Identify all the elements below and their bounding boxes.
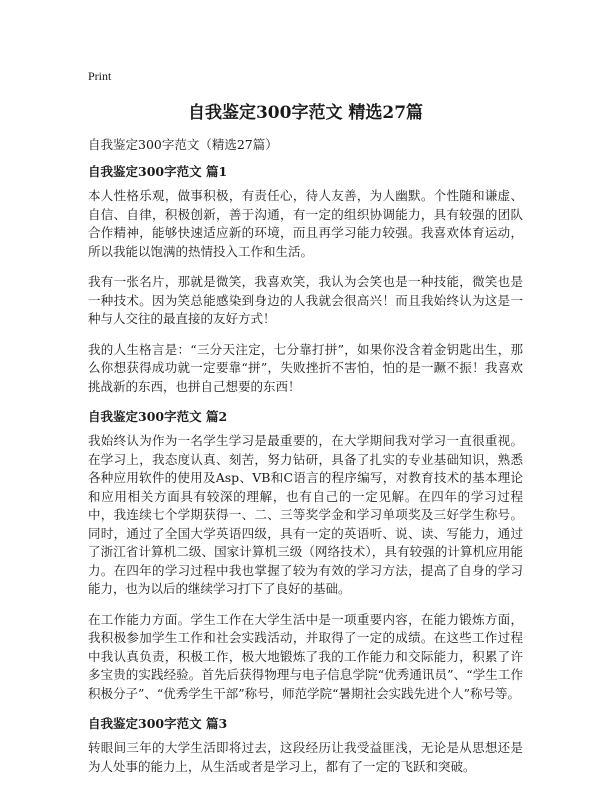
paragraph: 我有一张名片，那就是微笑，我喜欢笑，我认为会笑也是一种技能，微笑也是一种技术。因为笑总能感染到身边的人我就会很高兴！而且我始终认为这是一种与人交往的最直接的友好方式！ (88, 274, 523, 326)
print-label: Print (88, 69, 112, 83)
paragraph: 本人性格乐观，做事积极，有责任心，待人友善，为人幽默。个性随和谦虚、自信、自律，积极创新，善于沟通，有一定的组织协调能力，具有较强的团队合作精神，能够快速适应新的环境，而且再学习能力较强。我喜欢体育运动，所以我能以饱满的热情投入工作和生活。 (88, 188, 523, 259)
paragraph: 转眼间三年的大学生活即将过去，这段经历让我受益匪浅，无论是从思想还是为人处事的能力上，从生活或者是学习上，都有了一定的飞跃和突破。 (88, 740, 523, 774)
paragraph: 在工作能力方面。学生工作在大学生活中是一项重要内容，在能力锻炼方面，我积极参加学生工作和社会实践活动，并取得了一定的成绩。在这些工作过程中我认真负责，积极工作，极大地锻炼了我的工作能力和交际能力，积累了许多宝贵的实践经验。首先后获得物理与电子信息学院“优秀通讯员”、“学生工作积极分子”、“优秀学生干部”称号，师范学院“暑期社会实践先进个人”称号等。 (88, 611, 523, 701)
section-heading: 自我鉴定300字范文 篇2 (88, 409, 228, 424)
document-title: 自我鉴定300字范文 精选27篇 (187, 103, 424, 123)
paragraph: 我始终认为作为一名学生学习是最重要的，在大学期间我对学习一直很重视。在学习上，我态度认真、刻苦，努力钻研，具备了扎实的专业基础知识，熟悉各种应用软件的使用及Asp、VB和C语言的程序编写，对教育技术的基本理论和应用相关方面具有较深的理解，也有自己的一定见解。在四年的学习过程中，我连续七个学期获得一、二、三等奖学金和学习单项奖及三好学生称号。同时，通过了全国大学英语四级，具有一定的英语听、说、读、写能力，通过了浙江省计算机二级、国家计算机三级（网络技术），具有较强的计算机应用能力。在四年的学习过程中我也掌握了较为有效的学习方法，提高了自身的学习能力，也为以后的继续学习打下了良好的基础。 (88, 433, 523, 596)
section-heading: 自我鉴定300字范文 篇3 (88, 716, 228, 731)
section-2 (88, 408, 523, 703)
section-3 (88, 715, 523, 776)
document-page (88, 68, 523, 788)
section-heading: 自我鉴定300字范文 篇1 (88, 164, 228, 179)
section-1 (88, 163, 523, 396)
document-subtitle: 自我鉴定300字范文（精选27篇） (88, 137, 278, 152)
paragraph: 我的人生格言是：“三分天注定，七分靠打拼”，如果你没含着金钥匙出生，那么你想获得成功就一定要靠“拼”，失败挫折不害怕，怕的是一蹶不振！我喜欢挑战新的东西，也拼自己想要的东西！ (88, 341, 523, 394)
